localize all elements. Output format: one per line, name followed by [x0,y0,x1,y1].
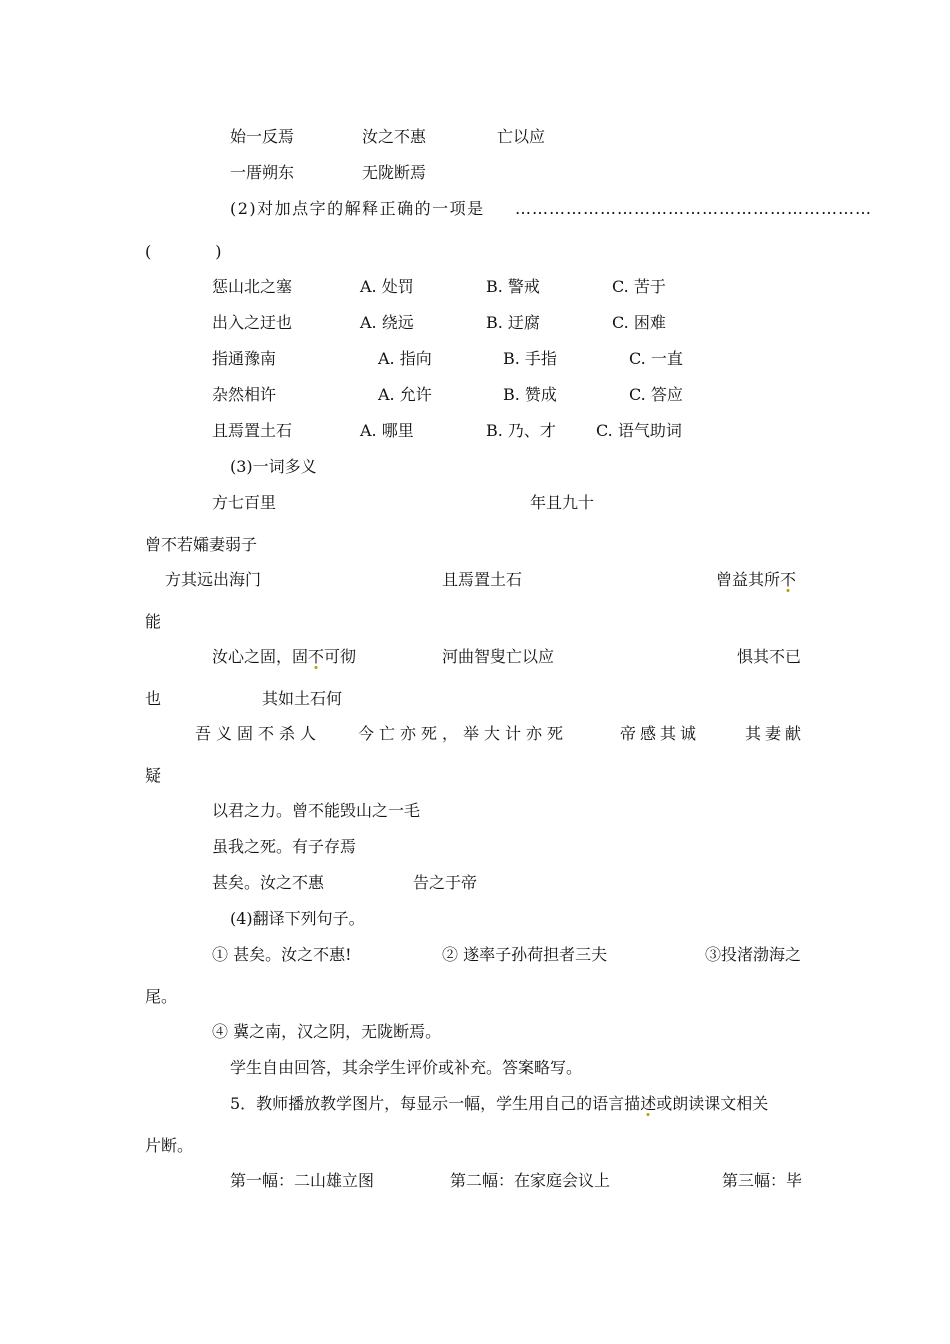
option-b: B. 警戒 [486,277,540,296]
text-line: 无陇断焉 [362,163,427,182]
dotted-character: 不 [308,647,325,666]
text-line: 以君之力。曾不能毁山之一毛 [212,801,421,820]
translate-item-3: ③投渚渤海之 [705,945,802,964]
text-line: 方七百里 [212,493,277,512]
text-line: 方其远出海门 [165,570,262,589]
text-line: 其如土石何 [262,689,343,708]
dotted-character: 不 [780,570,797,589]
text-line: 也 [145,689,162,708]
option-a: A. 哪里 [360,421,414,440]
option-word: 且焉置土石 [212,421,293,440]
text-line: 片断。 [145,1136,194,1155]
question-2-title: (2)对加点字的解释正确的一项是 [230,199,485,218]
text-line: 亡以应 [497,127,546,146]
text-line: 能 [145,612,162,631]
answer-note: 学生自由回答，其余学生评价或补充。答案略写。 [230,1058,583,1077]
option-c: C. 困难 [612,313,666,332]
option-a: A. 指向 [378,349,432,368]
text-segment: 5．教师播放教学图片，每显示一幅，学生用自己的语言描 [230,1094,641,1113]
question-4-title: (4)翻译下列句子。 [230,909,365,928]
dotted-character: 述 [640,1094,657,1113]
text-line: 年且九十 [530,493,595,512]
text-line: 且焉置土石 [442,570,523,589]
option-a: A. 处罚 [360,277,414,296]
text-line: 帝感其诚 [620,724,701,743]
option-c: C. 苦于 [612,277,666,296]
option-a: A. 允许 [378,385,432,404]
step-5-text [230,1094,768,1114]
leader-dots: ……………………………………………………… [515,199,872,218]
option-a: A. 绕远 [360,313,414,332]
text-line: 一厝朔东 [230,163,295,182]
text-line: 其妻献 [745,724,806,743]
text-segment: 或朗读课文相关 [656,1094,769,1113]
text-line [212,647,356,667]
picture-2-label: 第二幅：在家庭会议上 [450,1171,611,1190]
option-c: C. 答应 [629,385,683,404]
translate-item-4: ④ 冀之南，汉之阴，无陇断焉。 [212,1022,442,1041]
text-line: 虽我之死。有子存焉 [212,837,357,856]
text-line: 曾不若孀妻弱子 [145,535,258,554]
text-segment: 汝心之固，固 [212,647,309,666]
picture-1-label: 第一幅：二山雄立图 [230,1171,375,1190]
text-line: 告之于帝 [413,873,478,892]
text-segment: 可彻 [324,647,357,666]
option-word: 指通豫南 [212,349,277,368]
text-line: 今亡亦死，举大计亦死 [358,724,569,743]
text-line: 尾。 [145,987,178,1006]
option-word: 惩山北之塞 [212,277,293,296]
text-line: 始一反焉 [230,127,295,146]
picture-3-label: 第三幅：毕 [722,1171,803,1190]
answer-parentheses: ( ) [145,242,222,261]
translate-item-1: ① 甚矣。汝之不惠! [212,945,352,964]
option-b: B. 乃、才 [486,421,556,440]
option-word: 出入之迂也 [212,313,293,332]
option-c: C. 语气助词 [596,421,682,440]
text-segment: 曾益其所 [716,570,781,589]
text-line: 甚矣。汝之不惠 [212,873,325,892]
option-b: B. 手指 [503,349,557,368]
option-word: 杂然相许 [212,385,277,404]
text-line: 惧其不已 [737,647,802,666]
option-b: B. 赞成 [503,385,557,404]
text-line: 疑 [145,766,162,785]
question-3-title: (3)一词多义 [230,457,317,476]
text-line: 河曲智叟亡以应 [442,647,555,666]
text-line: 汝之不惠 [362,127,427,146]
text-line [716,570,796,590]
option-b: B. 迂腐 [486,313,540,332]
translate-item-2: ② 遂率子孙荷担者三夫 [442,945,608,964]
text-line: 吾义固不杀人 [195,724,322,743]
option-c: C. 一直 [629,349,683,368]
